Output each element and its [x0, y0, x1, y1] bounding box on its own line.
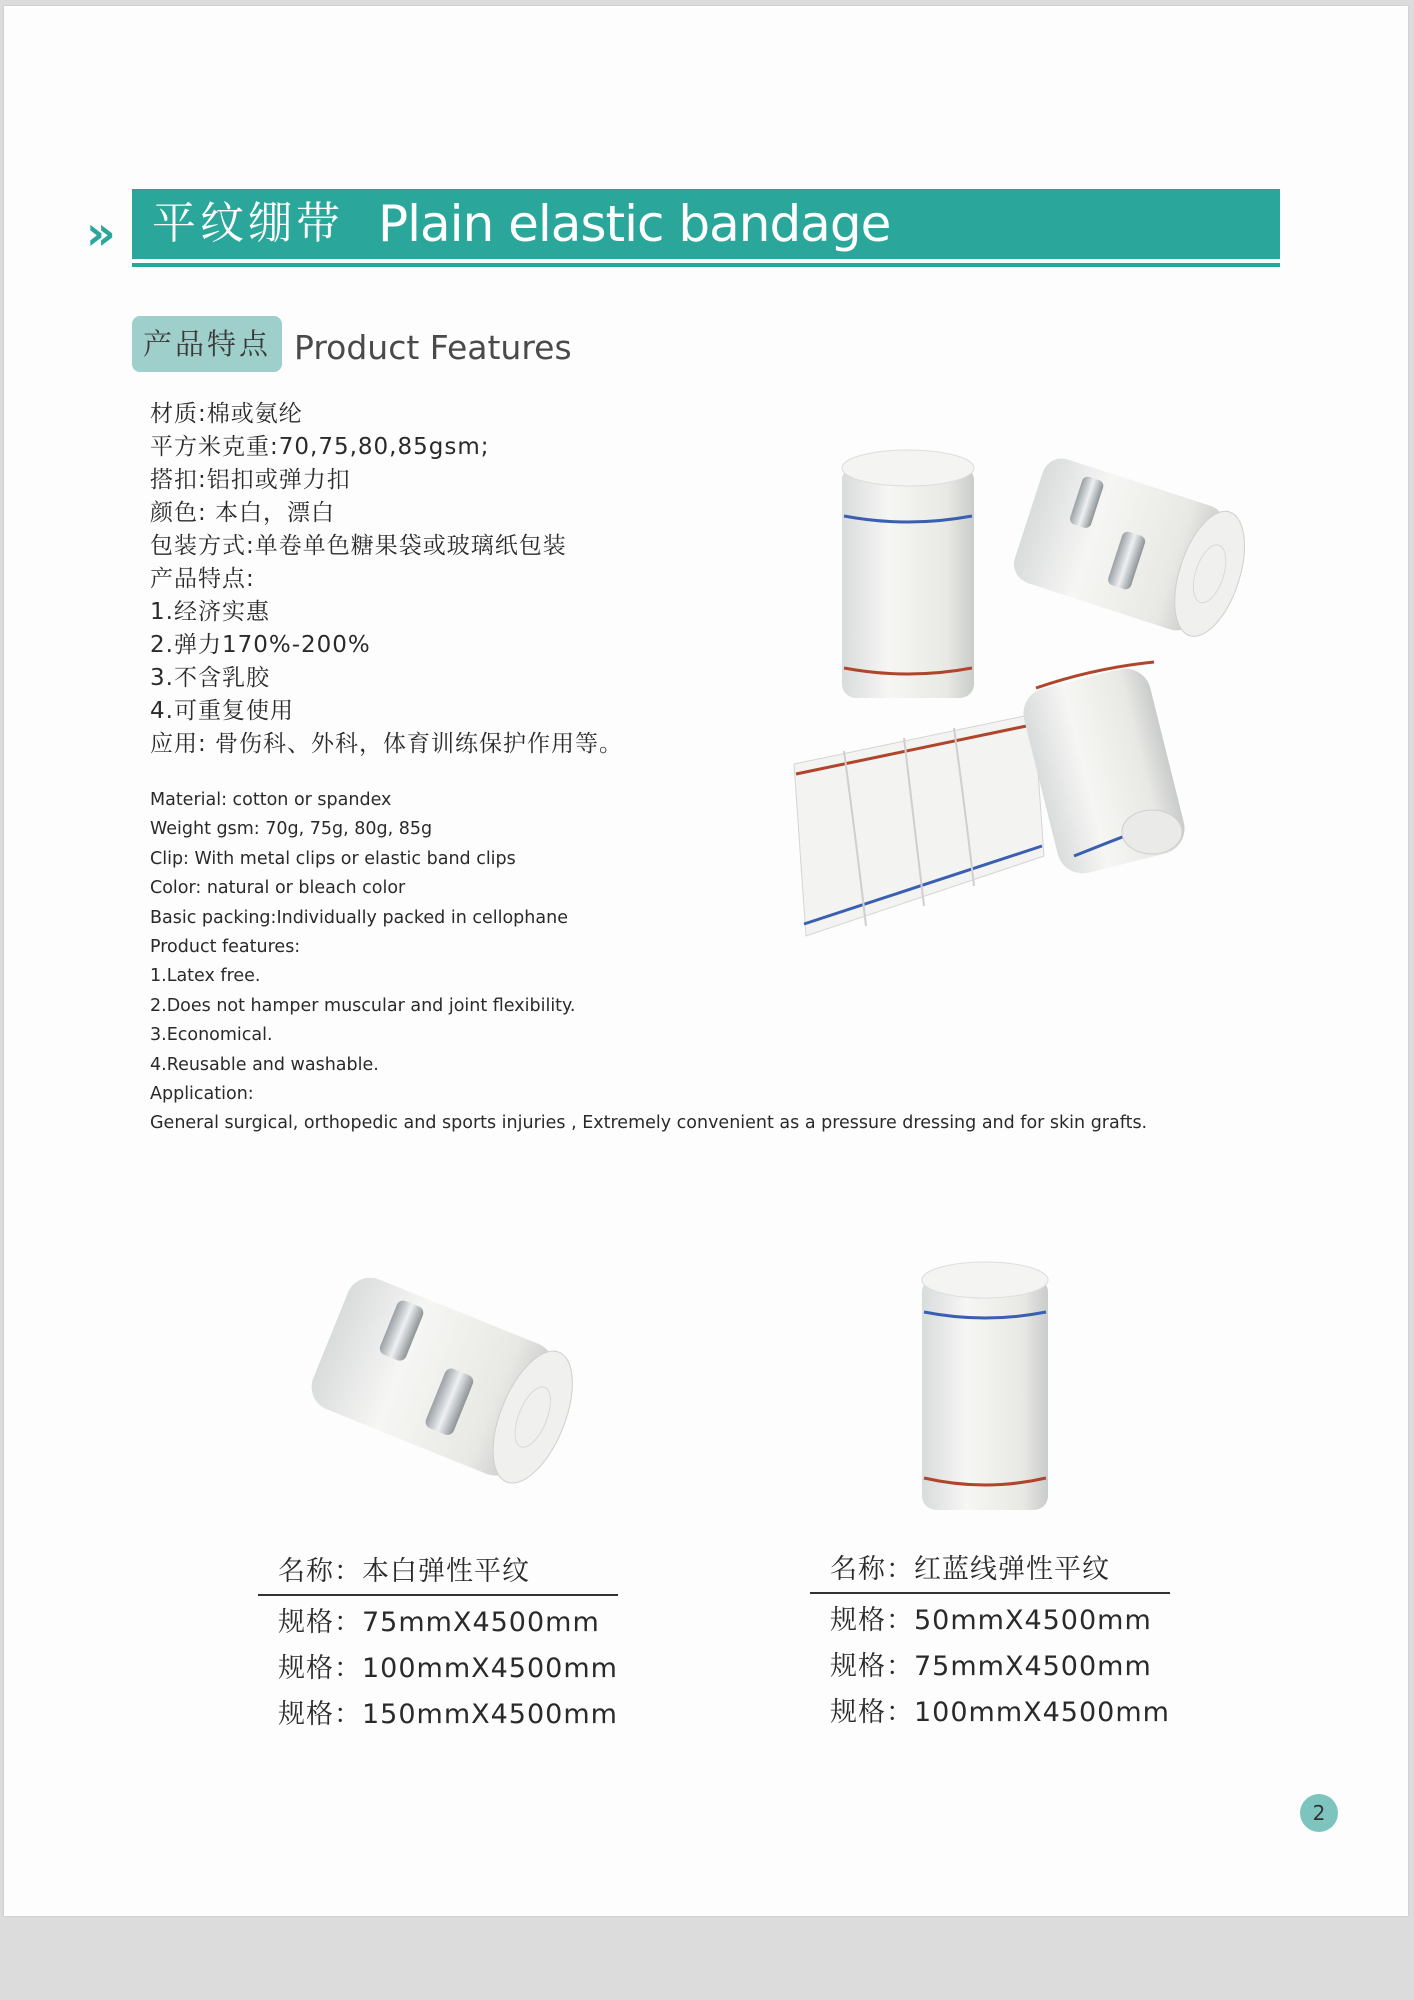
feature-line-zh: 3.不含乳胶: [150, 665, 270, 691]
feature-line-zh: 包装方式:单卷单色糖果袋或玻璃纸包装: [150, 533, 567, 559]
page-number: 2: [1300, 1794, 1338, 1832]
product-spec-left: [258, 1550, 618, 1738]
feature-line-zh: 材质:棉或氨纶: [150, 401, 303, 427]
spec-row: 规格：100mmX4500mm: [278, 1653, 618, 1684]
title-chinese: 平纹绷带: [152, 198, 344, 249]
spec-row: 规格：100mmX4500mm: [830, 1697, 1170, 1728]
product-name: 名称：本白弹性平纹: [278, 1556, 530, 1587]
spec-row: 规格：75mmX4500mm: [830, 1651, 1152, 1682]
chevron-icon: »: [86, 206, 102, 260]
feature-line-en: Application:: [150, 1083, 254, 1104]
title-underline: [132, 263, 1280, 267]
feature-line-zh: 平方米克重:70,75,80,85gsm;: [150, 434, 490, 460]
features-list-chinese: [150, 398, 770, 761]
title-banner: [132, 189, 1280, 259]
spec-row: 规格：75mmX4500mm: [278, 1607, 600, 1638]
feature-line-zh: 产品特点:: [150, 566, 255, 592]
product-spec-right: [810, 1548, 1170, 1736]
feature-line-en: Clip: With metal clips or elastic band clips: [150, 848, 516, 869]
features-badge: [132, 316, 282, 372]
red-blue-line-bandage-image: [904, 1256, 1064, 1526]
feature-line-en: 1.Latex free.: [150, 966, 261, 987]
feature-line-en: General surgical, orthopedic and sports injuries , Extremely convenient as a pressure dressing and for skin grafts.: [150, 1113, 1148, 1134]
feature-line-en: 2.Does not hamper muscular and joint flexibility.: [150, 995, 576, 1016]
feature-line-zh: 应用: 骨伤科、外科，体育训练保护作用等。: [150, 731, 624, 757]
unrolled-strip: [794, 662, 1190, 936]
features-title: Product Features: [294, 328, 572, 367]
feature-line-en: Product features:: [150, 936, 301, 957]
title-english: Plain elastic bandage: [378, 195, 891, 253]
bandage-hero-image: [774, 436, 1254, 976]
feature-line-en: Basic packing:Individually packed in cellophane: [150, 907, 568, 928]
feature-line-zh: 4.可重复使用: [150, 698, 294, 724]
spec-divider: [810, 1592, 1170, 1594]
clipped-roll: [1009, 453, 1254, 645]
feature-line-zh: 颜色: 本白，漂白: [150, 500, 336, 526]
upright-roll: [842, 450, 974, 698]
product-name: 名称：红蓝线弹性平纹: [830, 1554, 1110, 1585]
feature-line-en: Color: natural or bleach color: [150, 878, 406, 899]
feature-line-zh: 搭扣:铝扣或弹力扣: [150, 467, 351, 493]
brochure-page: [4, 6, 1408, 1916]
feature-line-en: Material: cotton or spandex: [150, 790, 392, 810]
feature-line-en: 4.Reusable and washable.: [150, 1054, 379, 1075]
spec-row: 规格：150mmX4500mm: [278, 1699, 618, 1730]
natural-white-bandage-image: [300, 1260, 580, 1510]
spec-row: 规格：50mmX4500mm: [830, 1605, 1152, 1636]
feature-line-en: 3.Economical.: [150, 1025, 273, 1046]
feature-line-en: Weight gsm: 70g, 75g, 80g, 85g: [150, 819, 433, 840]
feature-line-zh: 1.经济实惠: [150, 599, 270, 625]
feature-line-zh: 2.弹力170%-200%: [150, 632, 371, 658]
spec-divider: [258, 1594, 618, 1596]
features-badge-label: 产品特点: [142, 327, 271, 361]
